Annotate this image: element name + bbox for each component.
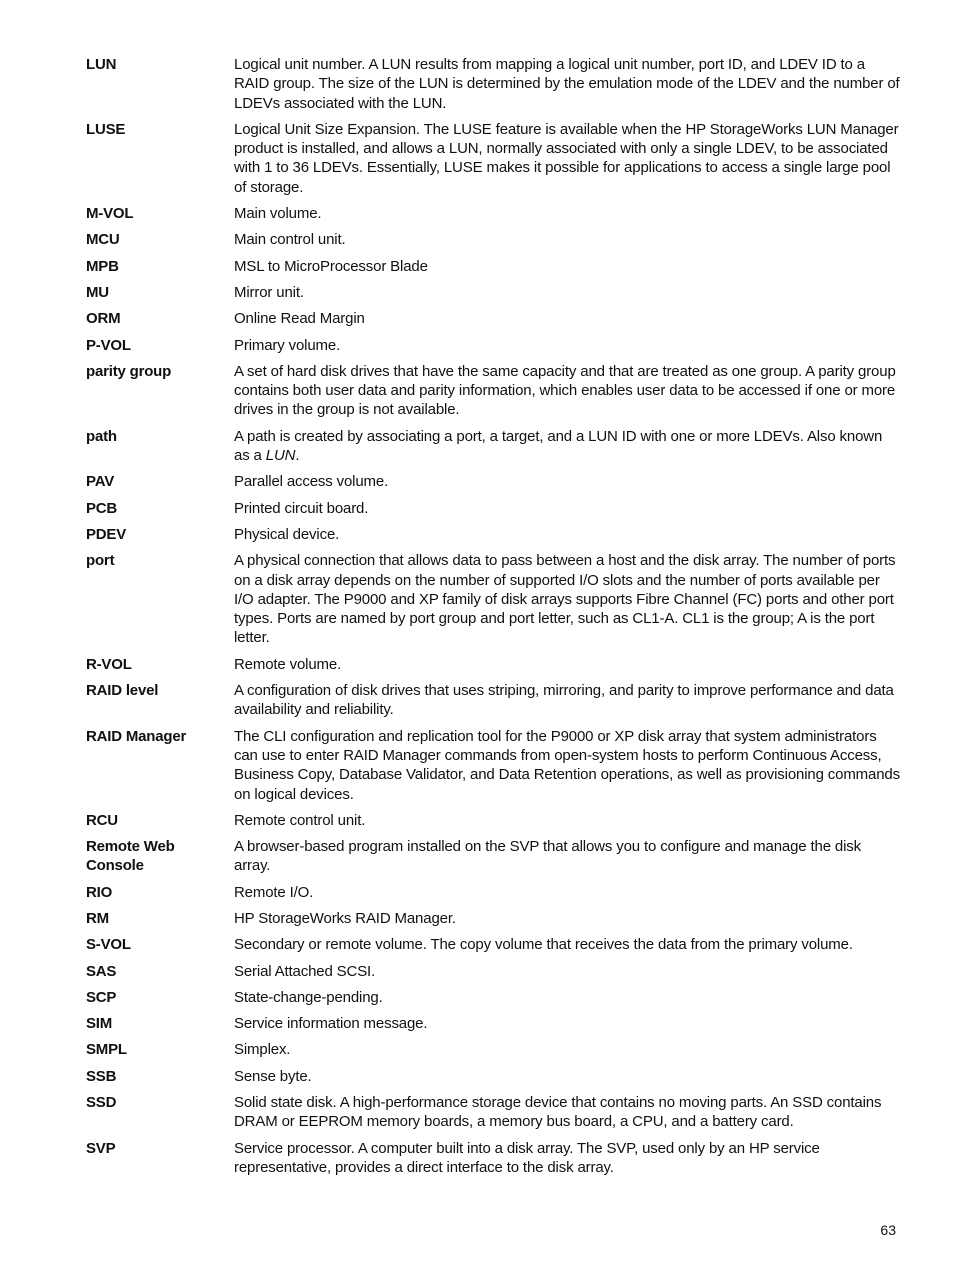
glossary-definition: Logical unit number. A LUN results from mapping a logical unit number, port ID, and LDEV ID to a RAID group. The size of the LUN is determined by the emulation mode of the LDEV and the number of LDEVs associated with the LUN.	[234, 56, 900, 112]
glossary-term: PCB	[86, 499, 118, 517]
glossary-term: path	[86, 427, 117, 445]
glossary-entry	[86, 525, 901, 544]
glossary-entry	[86, 551, 901, 647]
glossary-entry	[86, 309, 901, 328]
glossary-definition: Main control unit.	[234, 231, 346, 249]
glossary-entry	[86, 909, 901, 928]
glossary-term: SIM	[86, 1015, 113, 1033]
glossary-term: ORM	[86, 310, 121, 328]
glossary-term: MPB	[86, 257, 119, 275]
glossary-definition: Primary volume.	[234, 336, 341, 354]
glossary-term: S-VOL	[86, 936, 131, 954]
glossary-definition: State-change-pending.	[234, 988, 383, 1006]
glossary-definition: A browser-based program installed on the SVP that allows you to configure and manage the disk array.	[234, 838, 861, 875]
definition-text: A path is created by associating a port, a target, and a LUN ID with one or more LDEVs. Also known as a	[234, 427, 883, 465]
glossary-entry	[86, 1067, 901, 1086]
glossary-definition: Service information message.	[234, 1015, 428, 1033]
glossary-definition: Parallel access volume.	[234, 473, 389, 491]
definition-text: .	[295, 447, 300, 465]
glossary-definition: Simplex.	[234, 1041, 291, 1059]
glossary-definition: The CLI configuration and replication tool for the P9000 or XP disk array that system administrators can use to enter RAID Manager commands from open-system hosts to perform Continuous Access, Business Copy, Database Validator, and Data Retention operations, as well as provisioning commands on logical devices.	[234, 727, 900, 803]
glossary-entry	[86, 883, 901, 902]
glossary-definition: Sense byte.	[234, 1067, 312, 1085]
glossary-entry	[86, 988, 901, 1007]
glossary-term: RIO	[86, 883, 113, 901]
glossary-term: RAID Manager	[86, 727, 187, 745]
glossary-entry	[86, 336, 901, 355]
glossary-definition: A configuration of disk drives that uses striping, mirroring, and parity to improve performance and data availability and reliability.	[234, 682, 894, 719]
glossary-entry	[86, 935, 901, 954]
glossary-entry	[86, 230, 901, 249]
glossary-term: SSD	[86, 1094, 117, 1112]
glossary-term: Remote Web Console	[86, 838, 175, 875]
glossary-definition: Remote I/O.	[234, 883, 314, 901]
glossary-entry	[86, 499, 901, 518]
glossary-term: LUN	[86, 56, 117, 73]
glossary-term: LUSE	[86, 120, 126, 138]
glossary-term: RAID level	[86, 682, 159, 700]
glossary-entry	[86, 283, 901, 302]
glossary-term: M-VOL	[86, 205, 134, 223]
glossary-entry	[86, 1139, 901, 1178]
glossary-definition: Printed circuit board.	[234, 499, 369, 517]
glossary-term: P-VOL	[86, 336, 131, 354]
glossary-entry	[86, 837, 901, 876]
glossary-term: R-VOL	[86, 655, 132, 673]
glossary-entry	[86, 1040, 901, 1059]
glossary-definition	[234, 427, 901, 466]
glossary-entry	[86, 257, 901, 276]
glossary-definition: Main volume.	[234, 205, 322, 223]
glossary-definition: Online Read Margin	[234, 310, 365, 328]
glossary-definition: Remote volume.	[234, 655, 342, 673]
glossary-entry	[86, 655, 901, 674]
glossary-definition: Serial Attached SCSI.	[234, 962, 376, 980]
glossary-definition: A physical connection that allows data to pass between a host and the disk array. The number of ports on a disk array depends on the number of supported I/O slots and the number of ports available per I/O adapter. The P9000 and XP family of disk arrays supports Fibre Channel (FC) ports and other port types. Ports are named by port group and port letter, such as CL1-A. CL1 is the group; A is the port letter.	[234, 552, 896, 647]
glossary-term: MCU	[86, 231, 120, 249]
cross-reference-link[interactable]: LUN	[265, 447, 296, 465]
glossary-definition: Physical device.	[234, 525, 340, 543]
glossary-term: SAS	[86, 962, 117, 980]
glossary-entry	[86, 472, 901, 491]
glossary-definition: HP StorageWorks RAID Manager.	[234, 909, 456, 927]
glossary-term: port	[86, 552, 115, 570]
glossary-term: parity group	[86, 362, 172, 380]
glossary-definition: A set of hard disk drives that have the same capacity and that are treated as one group. A parity group contains both user data and parity information, which enables user data to be accessed if one or more drives in the group is not available.	[234, 362, 896, 419]
glossary-entry	[86, 55, 901, 113]
glossary-entry	[86, 1093, 901, 1132]
glossary-entry	[86, 427, 901, 466]
glossary-term: SMPL	[86, 1041, 127, 1059]
glossary-definition: Secondary or remote volume. The copy volume that receives the data from the primary volume.	[234, 936, 853, 954]
glossary-entry	[86, 681, 901, 720]
glossary-definition: Remote control unit.	[234, 811, 366, 829]
glossary-entry	[86, 362, 901, 420]
page-number: 63	[880, 1222, 896, 1238]
glossary-definition: Mirror unit.	[234, 283, 304, 301]
glossary-list	[86, 55, 901, 1191]
glossary-term: PDEV	[86, 525, 127, 543]
glossary-entry	[86, 727, 901, 804]
glossary-definition: Service processor. A computer built into a disk array. The SVP, used only by an HP service representative, provides a direct interface to the disk array.	[234, 1139, 820, 1176]
glossary-entry	[86, 120, 901, 197]
glossary-definition: MSL to MicroProcessor Blade	[234, 257, 428, 275]
glossary-entry	[86, 962, 901, 981]
glossary-definition: Solid state disk. A high-performance storage device that contains no moving parts. An SSD contains DRAM or EEPROM memory boards, a memory bus board, a CPU, and a battery card.	[234, 1094, 882, 1131]
glossary-term: RCU	[86, 811, 118, 829]
glossary-term: PAV	[86, 473, 115, 491]
glossary-term: RM	[86, 909, 109, 927]
glossary-entry	[86, 1014, 901, 1033]
glossary-term: MU	[86, 283, 109, 301]
glossary-definition: Logical Unit Size Expansion. The LUSE feature is available when the HP StorageWorks LUN Manager product is installed, and allows a LUN, normally associated with only a single LDEV, to be associated with 1 to 36 LDEVs. Essentially, LUSE makes it possible for applications to access a single large pool of storage.	[234, 120, 899, 196]
glossary-entry	[86, 204, 901, 223]
glossary-term: SVP	[86, 1139, 116, 1157]
glossary-term: SCP	[86, 988, 117, 1006]
glossary-entry	[86, 811, 901, 830]
glossary-term: SSB	[86, 1067, 117, 1085]
